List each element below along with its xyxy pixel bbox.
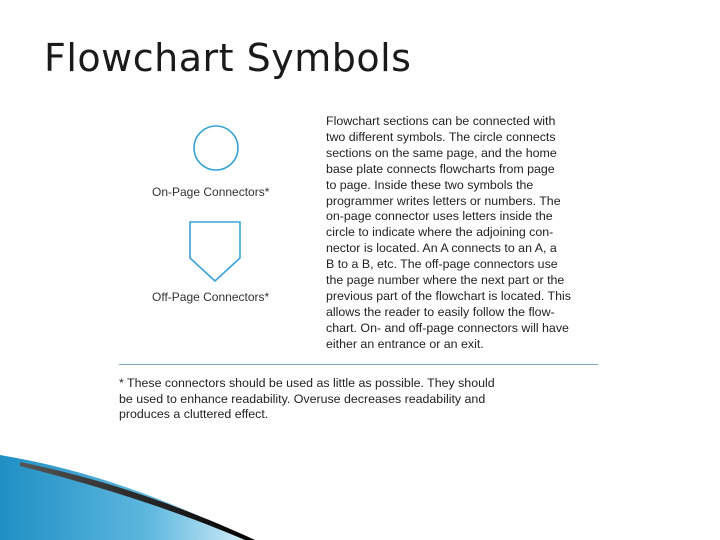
footnote-line: produces a cluttered effect. — [119, 407, 269, 421]
footnote-line: * These connectors should be used as little as possible. They should — [119, 376, 495, 390]
description-line: either an entrance or an exit. — [326, 336, 484, 351]
off-page-connector-label: Off-Page Connectors* — [152, 290, 270, 304]
on-page-connector-label: On-Page Connectors* — [152, 185, 270, 199]
description-line: circle to indicate where the adjoining con- — [326, 225, 554, 240]
description-line: sections on the same page, and the home — [326, 145, 557, 160]
description-line: on-page connector uses letters inside the — [326, 209, 553, 224]
description-line: the page number where the next part or the — [326, 273, 565, 288]
description-line: nector is located. An A connects to an A, a — [326, 241, 557, 256]
footnote-line: be used to enhance readability. Overuse decreases readability and — [119, 391, 486, 406]
description-line: allows the reader to easily follow the flow- — [326, 304, 555, 319]
description-line: to page. Inside these two symbols the — [326, 177, 534, 192]
description-line: two different symbols. The circle connects — [326, 129, 556, 144]
description-line: base plate connects flowcharts from page — [326, 161, 555, 176]
description-line: chart. On- and off-page connectors will have — [326, 320, 569, 335]
description-line: B to a B, etc. The off-page connectors use — [326, 257, 558, 272]
description-line: programmer writes letters or numbers. The — [326, 193, 561, 208]
description-line: previous part of the flowchart is located. This — [326, 288, 571, 303]
slide-title: Flowchart Symbols — [44, 36, 412, 80]
description-line: Flowchart sections can be connected with — [326, 114, 556, 128]
